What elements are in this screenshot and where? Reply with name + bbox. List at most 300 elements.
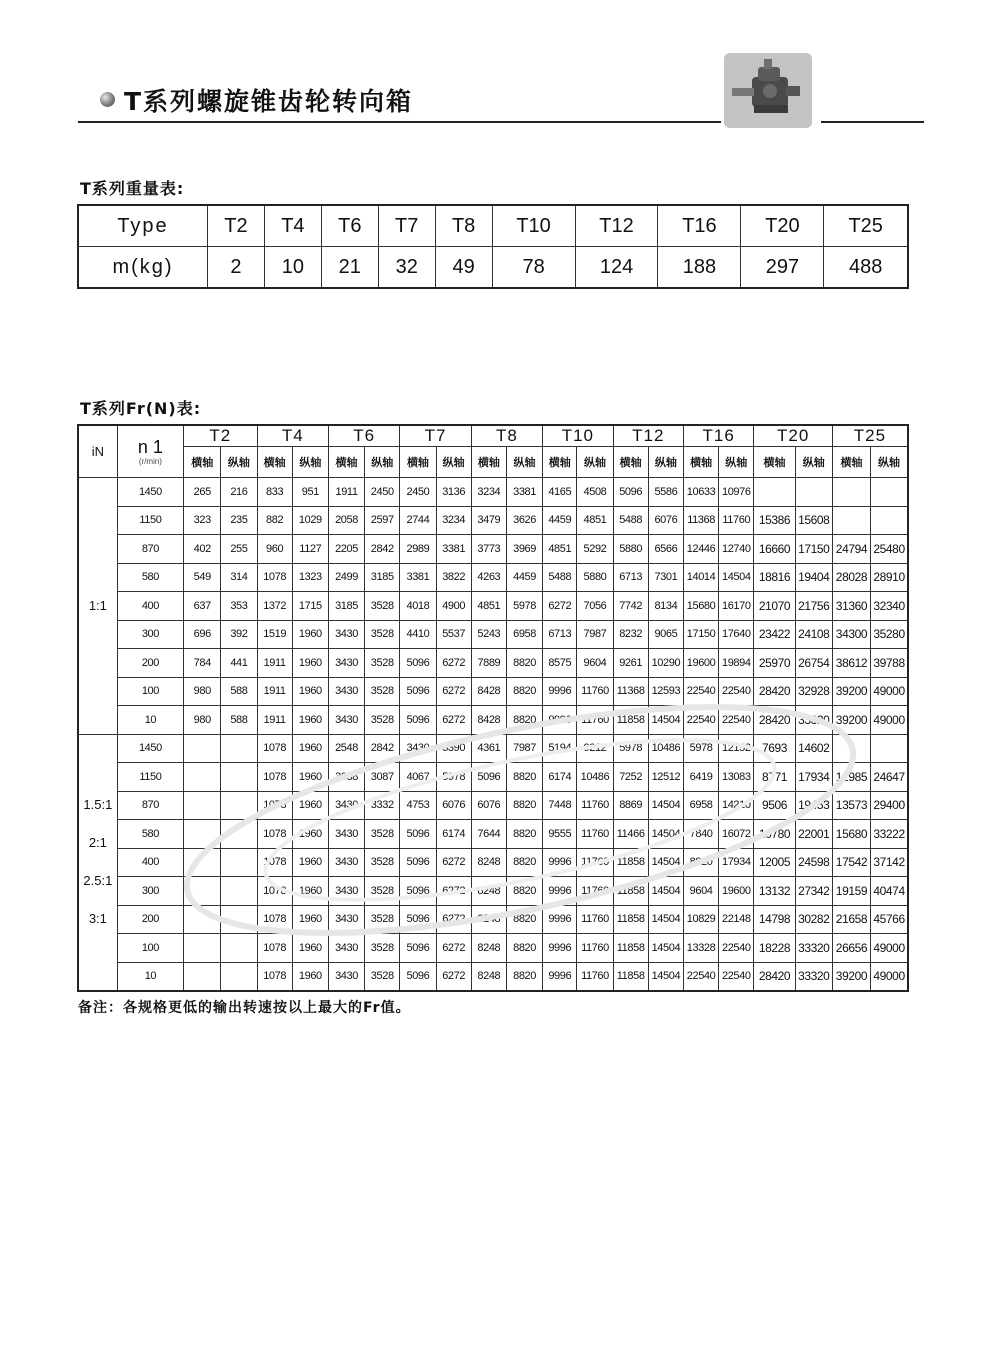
force-cell: 8232 (613, 620, 648, 649)
force-cell: 1127 (292, 535, 328, 564)
force-cell: 882 (257, 506, 292, 535)
force-cell: 1078 (257, 563, 292, 592)
force-cell: 216 (221, 478, 257, 507)
force-cell: 14504 (648, 934, 683, 963)
force-cell: 26656 (832, 934, 870, 963)
ratio-label: 1.5:1 (83, 797, 113, 813)
table-row (78, 763, 908, 792)
force-cell: 13328 (683, 934, 718, 963)
force-cell: 3528 (365, 934, 400, 963)
force-cell: 5586 (648, 478, 683, 507)
force-cell: 3430 (328, 706, 364, 735)
force-cell: 402 (184, 535, 221, 564)
force-cell: 5096 (400, 962, 436, 991)
header-rule-left (78, 121, 721, 123)
force-cell: 1715 (292, 592, 328, 621)
force-cell: 7889 (471, 649, 506, 678)
force-cell: 960 (257, 535, 292, 564)
model-header: T12 (613, 425, 683, 447)
ratio-label: 2:1 (88, 835, 107, 851)
force-cell: 5292 (577, 535, 613, 564)
force-cell: 2450 (365, 478, 400, 507)
force-cell: 4361 (471, 734, 506, 763)
force-cell: 14504 (648, 791, 683, 820)
force-cell: 33222 (871, 820, 908, 849)
force-cell: 17150 (683, 620, 718, 649)
weight-table (77, 204, 909, 289)
force-cell: 28420 (754, 677, 795, 706)
force-cell: 3479 (471, 506, 506, 535)
force-cell: 255 (221, 535, 257, 564)
force-cell: 951 (292, 478, 328, 507)
force-cell (221, 905, 257, 934)
force-cell: 12985 (832, 763, 870, 792)
force-cell: 6272 (436, 649, 471, 678)
force-cell: 19404 (795, 563, 832, 592)
force-cell: 49000 (871, 706, 908, 735)
mass-cell: 488 (824, 247, 908, 289)
force-cell: 3528 (365, 848, 400, 877)
force-cell: 8820 (506, 706, 542, 735)
force-cell (184, 934, 221, 963)
ratio-cell (78, 734, 117, 991)
ratio-cell: 1:1 (78, 478, 117, 735)
force-cell: 11466 (613, 820, 648, 849)
force-cell: 49000 (871, 962, 908, 991)
force-cell: 1960 (292, 877, 328, 906)
force-cell (184, 962, 221, 991)
table-row (78, 478, 908, 507)
model-header: T25 (832, 425, 908, 447)
force-cell: 16660 (754, 535, 795, 564)
force-cell: 3969 (506, 535, 542, 564)
force-header-models-row (78, 425, 908, 447)
force-cell: 11760 (719, 506, 754, 535)
force-cell: 4851 (543, 535, 577, 564)
force-cell: 39200 (832, 962, 870, 991)
speed-cell: 200 (117, 905, 183, 934)
force-cell: 38612 (832, 649, 870, 678)
force-cell: 4263 (471, 563, 506, 592)
force-cell: 9996 (543, 848, 577, 877)
force-cell (221, 734, 257, 763)
force-cell: 8820 (506, 934, 542, 963)
horizontal-axis-header: 横轴 (257, 447, 292, 478)
mass-cell: 297 (741, 247, 824, 289)
force-cell: 27342 (795, 877, 832, 906)
force-cell: 21070 (754, 592, 795, 621)
force-cell: 1519 (257, 620, 292, 649)
force-cell: 1078 (257, 934, 292, 963)
force-cell: 31360 (832, 592, 870, 621)
force-cell: 15608 (795, 506, 832, 535)
force-cell: 4067 (400, 763, 436, 792)
force-cell: 11760 (577, 905, 613, 934)
model-header: T8 (471, 425, 542, 447)
force-cell: 39788 (871, 649, 908, 678)
force-cell: 5537 (436, 620, 471, 649)
force-cell: 1960 (292, 677, 328, 706)
force-cell: 30282 (795, 905, 832, 934)
force-cell: 8820 (506, 763, 542, 792)
force-cell: 6076 (648, 506, 683, 535)
in-header: iN (78, 425, 117, 478)
force-cell: 1078 (257, 734, 292, 763)
vertical-axis-header: 纵轴 (506, 447, 542, 478)
weight-table-title: T系列重量表: (80, 179, 185, 198)
force-cell (795, 478, 832, 507)
vertical-axis-header: 纵轴 (871, 447, 908, 478)
force-cell: 3528 (365, 620, 400, 649)
ratio-label: 3:1 (88, 911, 107, 927)
force-cell: 21658 (832, 905, 870, 934)
model-header: T10 (543, 425, 613, 447)
force-cell: 1029 (292, 506, 328, 535)
force-cell: 49000 (871, 677, 908, 706)
vertical-axis-header: 纵轴 (648, 447, 683, 478)
force-cell: 8869 (613, 791, 648, 820)
force-cell (871, 478, 908, 507)
table-row (78, 820, 908, 849)
force-cell: 3430 (328, 848, 364, 877)
force-cell: 6272 (436, 848, 471, 877)
force-cell: 6272 (436, 706, 471, 735)
force-cell (221, 877, 257, 906)
force-cell: 10780 (754, 820, 795, 849)
table-row (78, 592, 908, 621)
force-cell: 33320 (795, 706, 832, 735)
force-cell: 235 (221, 506, 257, 535)
horizontal-axis-header: 横轴 (754, 447, 795, 478)
force-cell: 34300 (832, 620, 870, 649)
horizontal-axis-header: 横轴 (328, 447, 364, 478)
force-cell: 5880 (577, 563, 613, 592)
force-cell: 14798 (754, 905, 795, 934)
force-cell: 5488 (543, 563, 577, 592)
force-cell: 12005 (754, 848, 795, 877)
vertical-axis-header: 纵轴 (719, 447, 754, 478)
speed-cell: 580 (117, 563, 183, 592)
model-header: T16 (683, 425, 753, 447)
force-cell: 2744 (400, 506, 436, 535)
force-cell: 3528 (365, 649, 400, 678)
force-cell: 9996 (543, 677, 577, 706)
model-cell: T12 (575, 205, 658, 247)
model-header: T20 (754, 425, 832, 447)
force-cell: 9996 (543, 877, 577, 906)
force-cell: 11858 (613, 905, 648, 934)
force-cell: 17934 (719, 848, 754, 877)
force-cell: 7644 (471, 820, 506, 849)
force-cell: 3528 (365, 877, 400, 906)
mass-cell: 78 (492, 247, 575, 289)
force-cell: 3430 (328, 877, 364, 906)
force-cell: 7448 (543, 791, 577, 820)
force-cell: 3822 (436, 563, 471, 592)
force-cell: 392 (221, 620, 257, 649)
speed-cell: 100 (117, 677, 183, 706)
horizontal-axis-header: 横轴 (543, 447, 577, 478)
force-cell: 3430 (328, 934, 364, 963)
force-cell: 22540 (683, 962, 718, 991)
force-cell: 14504 (648, 877, 683, 906)
force-cell: 17150 (795, 535, 832, 564)
force-cell (221, 934, 257, 963)
force-cell: 14504 (648, 962, 683, 991)
model-cell: T4 (264, 205, 321, 247)
force-cell: 10486 (577, 763, 613, 792)
force-cell: 6272 (436, 877, 471, 906)
force-cell: 11858 (613, 934, 648, 963)
force-cell: 11858 (613, 706, 648, 735)
force-cell: 18816 (754, 563, 795, 592)
force-cell: 4459 (543, 506, 577, 535)
mass-cell: 124 (575, 247, 658, 289)
force-cell: 19600 (719, 877, 754, 906)
force-cell: 5243 (471, 620, 506, 649)
force-cell: 3773 (471, 535, 506, 564)
vertical-axis-header: 纵轴 (365, 447, 400, 478)
force-cell: 24794 (832, 535, 870, 564)
force-cell: 14504 (648, 848, 683, 877)
force-cell: 549 (184, 563, 221, 592)
force-cell: 12512 (648, 763, 683, 792)
force-cell: 5096 (400, 848, 436, 877)
footnote: 备注：各规格更低的输出转速按以上最大的Fr值。 (78, 1000, 411, 1016)
force-cell (184, 791, 221, 820)
force-cell: 1960 (292, 706, 328, 735)
force-cell: 9212 (577, 734, 613, 763)
force-cell: 2205 (328, 535, 364, 564)
force-cell: 3528 (365, 592, 400, 621)
force-cell: 2548 (328, 734, 364, 763)
force-cell: 39200 (832, 706, 870, 735)
force-cell: 10633 (683, 478, 718, 507)
force-cell: 12740 (719, 535, 754, 564)
force-cell (871, 734, 908, 763)
force-cell: 5096 (400, 905, 436, 934)
force-cell: 7987 (577, 620, 613, 649)
model-header: T6 (328, 425, 399, 447)
force-cell: 5390 (436, 734, 471, 763)
force-cell: 49000 (871, 934, 908, 963)
force-cell: 8820 (506, 877, 542, 906)
force-cell: 33320 (795, 962, 832, 991)
model-cell: T25 (824, 205, 908, 247)
force-cell: 6272 (436, 677, 471, 706)
force-cell: 3430 (400, 734, 436, 763)
force-cell: 8248 (471, 934, 506, 963)
speed-cell: 400 (117, 592, 183, 621)
force-cell: 8820 (506, 649, 542, 678)
force-cell: 9261 (613, 649, 648, 678)
force-cell: 11858 (613, 962, 648, 991)
force-cell (184, 734, 221, 763)
force-cell: 7840 (683, 820, 718, 849)
force-cell: 28910 (871, 563, 908, 592)
force-cell: 4753 (400, 791, 436, 820)
force-cell: 10486 (648, 734, 683, 763)
force-cell: 7693 (754, 734, 795, 763)
force-cell: 11760 (577, 962, 613, 991)
force-cell: 8820 (506, 820, 542, 849)
force-cell: 19600 (683, 649, 718, 678)
force-cell (221, 820, 257, 849)
force-cell: 22540 (683, 677, 718, 706)
model-cell: T7 (378, 205, 435, 247)
force-cell: 3430 (328, 791, 364, 820)
force-cell: 4851 (471, 592, 506, 621)
force-cell: 2842 (365, 535, 400, 564)
force-cell: 7301 (648, 563, 683, 592)
force-cell: 15680 (832, 820, 870, 849)
speed-cell: 870 (117, 535, 183, 564)
force-cell: 26754 (795, 649, 832, 678)
horizontal-axis-header: 横轴 (613, 447, 648, 478)
force-cell: 980 (184, 677, 221, 706)
force-cell: 11858 (613, 848, 648, 877)
n1-label: n 1 (137, 436, 163, 457)
force-cell: 5096 (400, 877, 436, 906)
force-cell: 16072 (719, 820, 754, 849)
force-cell: 11760 (577, 706, 613, 735)
force-cell: 8575 (543, 649, 577, 678)
force-cell: 12446 (683, 535, 718, 564)
mass-cell: 49 (435, 247, 492, 289)
force-cell: 7742 (613, 592, 648, 621)
force-cell: 45766 (871, 905, 908, 934)
table-row (78, 734, 908, 763)
force-cell: 1960 (292, 791, 328, 820)
force-cell: 28420 (754, 962, 795, 991)
speed-cell: 1450 (117, 478, 183, 507)
force-cell: 3234 (471, 478, 506, 507)
force-cell: 7987 (506, 734, 542, 763)
mass-cell: 21 (321, 247, 378, 289)
force-cell: 6076 (471, 791, 506, 820)
force-cell: 17542 (832, 848, 870, 877)
mass-label: m(kg) (78, 247, 208, 289)
model-cell: T16 (658, 205, 741, 247)
force-cell: 265 (184, 478, 221, 507)
force-cell: 5096 (400, 820, 436, 849)
model-header: T4 (257, 425, 328, 447)
force-cell: 19159 (832, 877, 870, 906)
force-cell: 25480 (871, 535, 908, 564)
force-cell: 15386 (754, 506, 795, 535)
force-cell: 8428 (471, 706, 506, 735)
force-cell: 14504 (648, 706, 683, 735)
mass-cell: 10 (264, 247, 321, 289)
force-cell: 1911 (257, 706, 292, 735)
force-cell (184, 905, 221, 934)
force-cell: 3430 (328, 620, 364, 649)
force-cell: 6272 (436, 905, 471, 934)
table-row (78, 620, 908, 649)
force-cell: 1078 (257, 791, 292, 820)
force-cell: 24598 (795, 848, 832, 877)
force-cell: 29400 (871, 791, 908, 820)
table-row (78, 934, 908, 963)
force-cell (184, 877, 221, 906)
speed-cell: 300 (117, 877, 183, 906)
force-cell: 3430 (328, 677, 364, 706)
header-rule-right (821, 121, 924, 123)
force-cell: 14504 (719, 563, 754, 592)
force-cell: 1078 (257, 962, 292, 991)
table-row (78, 535, 908, 564)
force-cell: 1078 (257, 848, 292, 877)
force-table-title: T系列Fr(N)表: (80, 399, 202, 418)
force-cell: 1960 (292, 649, 328, 678)
table-row (78, 649, 908, 678)
force-cell: 9996 (543, 934, 577, 963)
force-cell: 8248 (471, 905, 506, 934)
force-cell: 10829 (683, 905, 718, 934)
force-cell: 9996 (543, 706, 577, 735)
bullet-icon (100, 92, 115, 107)
table-row (78, 877, 908, 906)
force-cell: 3528 (365, 677, 400, 706)
horizontal-axis-header: 横轴 (471, 447, 506, 478)
force-cell: 1960 (292, 763, 328, 792)
speed-cell: 1450 (117, 734, 183, 763)
force-cell: 5096 (400, 649, 436, 678)
force-cell (221, 962, 257, 991)
force-cell: 14014 (683, 563, 718, 592)
force-cell: 6272 (436, 934, 471, 963)
force-cell: 14602 (795, 734, 832, 763)
force-cell: 6958 (683, 791, 718, 820)
force-cell: 2058 (328, 506, 364, 535)
force-cell: 8771 (754, 763, 795, 792)
force-cell: 23422 (754, 620, 795, 649)
horizontal-axis-header: 横轴 (400, 447, 436, 478)
force-cell: 11760 (577, 677, 613, 706)
table-row (78, 677, 908, 706)
force-cell: 637 (184, 592, 221, 621)
force-cell: 1960 (292, 934, 328, 963)
force-cell (871, 506, 908, 535)
table-row (78, 706, 908, 735)
force-cell: 3528 (365, 820, 400, 849)
weight-mass-row (78, 247, 908, 289)
force-cell: 5880 (613, 535, 648, 564)
speed-cell: 100 (117, 934, 183, 963)
force-cell: 12593 (648, 677, 683, 706)
force-cell: 4900 (436, 592, 471, 621)
force-cell: 1960 (292, 848, 328, 877)
force-cell: 6076 (436, 791, 471, 820)
force-cell: 14504 (648, 820, 683, 849)
force-cell: 4410 (400, 620, 436, 649)
force-cell: 4165 (543, 478, 577, 507)
force-cell: 5978 (436, 763, 471, 792)
force-cell: 3234 (436, 506, 471, 535)
force-cell: 10290 (648, 649, 683, 678)
force-cell: 14210 (719, 791, 754, 820)
force-cell (184, 820, 221, 849)
force-cell: 22001 (795, 820, 832, 849)
force-cell: 980 (184, 706, 221, 735)
force-cell: 5096 (613, 478, 648, 507)
n1-unit: (r/min) (138, 456, 162, 466)
force-cell (184, 763, 221, 792)
force-cell: 1960 (292, 734, 328, 763)
force-cell: 5096 (471, 763, 506, 792)
force-cell: 3528 (365, 706, 400, 735)
force-cell: 35280 (871, 620, 908, 649)
